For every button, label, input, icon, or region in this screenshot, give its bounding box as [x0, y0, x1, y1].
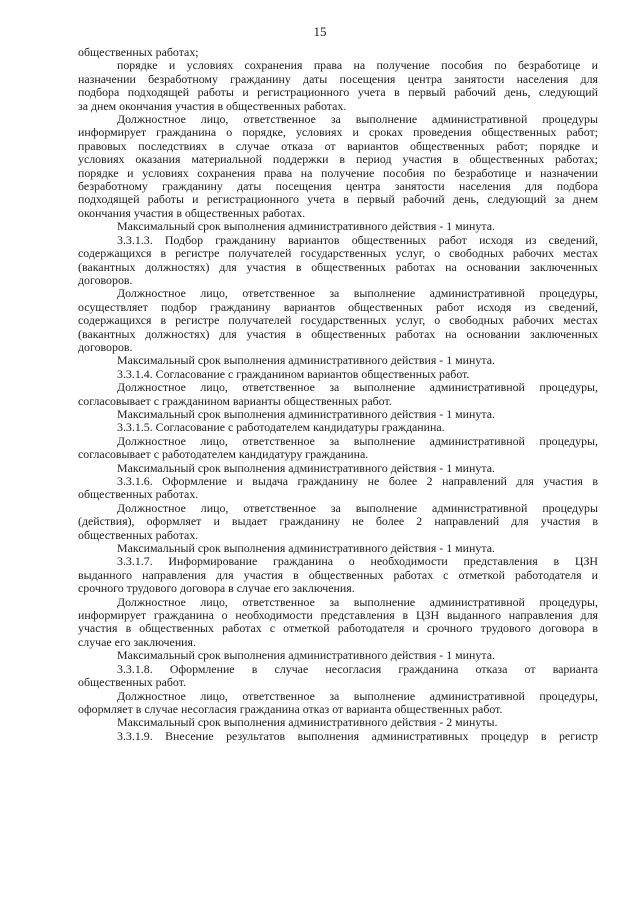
paragraph	[78, 59, 598, 113]
text-line: участия в общественных работах с отметкой работодателя и срочного трудового договора в	[78, 622, 598, 636]
text-line: согласовывает с гражданином варианты общественных работ.	[78, 394, 392, 408]
text-line: общественных работ.	[78, 676, 186, 690]
text-line: Максимальный срок выполнения административного действия - 1 минута.	[117, 407, 495, 421]
text-line: 3.3.1.9. Внесение результатов выполнения административных процедур в регистр	[117, 729, 598, 743]
text-line: выданного направления для участия в общественных работах с отметкой работодателя и	[78, 568, 598, 582]
paragraph	[78, 408, 598, 421]
paragraph	[78, 649, 598, 662]
text-line: правовых последствиях в случае отказа от вариантов общественных работ; порядке и	[78, 139, 598, 153]
text-line: случае его заключения.	[78, 635, 196, 649]
text-line: Должностное лицо, ответственное за выполнение административной процедуры,	[117, 287, 598, 301]
text-line: информирует гражданина о порядке, условиях и сроках проведения общественных работ;	[78, 126, 598, 140]
text-line: 3.3.1.8. Оформление в случае несогласия гражданина отказа от варианта	[117, 662, 598, 676]
paragraph	[78, 113, 598, 220]
text-line: за днем окончания участия в общественных работах.	[78, 99, 347, 113]
paragraph	[78, 596, 598, 650]
text-line: порядке и условиях сохранения права на получение пособия по безработице и назначении	[78, 166, 598, 180]
text-line: осуществляет подбор гражданину вариантов общественных работ исходя из сведений,	[78, 300, 598, 314]
text-line: безработному гражданину даты посещения центра занятости населения для подбора	[78, 180, 598, 194]
text-line: согласовывает с работодателем кандидатуру гражданина.	[78, 448, 369, 462]
paragraph	[78, 354, 598, 367]
text-line: (вакантных должностях) для участия в общественных работах на основании заключенных	[78, 327, 598, 341]
text-line: 3.3.1.6. Оформление и выдача гражданину не более 2 направлений для участия в	[117, 475, 598, 488]
paragraph	[78, 234, 598, 288]
text-line: Должностное лицо, ответственное за выполнение административной процедуры,	[117, 595, 598, 609]
text-line: Должностное лицо, ответственное за выполнение административной процедуры	[117, 501, 598, 515]
text-line: срочного трудового договора в случае его заключения.	[78, 582, 355, 596]
paragraph	[78, 502, 598, 542]
paragraph	[78, 475, 598, 502]
text-line: общественных работах;	[78, 46, 199, 59]
text-line: окончания участия в общественных работах.	[78, 206, 306, 220]
paragraph	[78, 542, 598, 555]
paragraph	[78, 663, 598, 690]
paragraph	[78, 690, 598, 717]
text-line: оформляет в случае несогласия гражданина отказ от варианта общественных работ.	[78, 702, 503, 716]
text-line: 3.3.1.7. Информирование гражданина о необходимости представления в ЦЗН	[117, 555, 598, 569]
paragraph	[78, 220, 598, 233]
text-line: содержащихся в регистре получателей государственных услуг, о свободных рабочих местах	[78, 247, 598, 261]
text-line: Максимальный срок выполнения административного действия - 2 минуты.	[117, 716, 498, 730]
text-line: Должностное лицо, ответственное за выполнение административной процедуры,	[117, 689, 598, 703]
paragraph	[78, 46, 598, 59]
text-line: (действия), оформляет и выдает гражданину не более 2 направлений для участия в	[78, 515, 598, 529]
paragraph	[78, 555, 598, 595]
text-line: информирует гражданина о необходимости представления в ЦЗН выданного направления для	[78, 609, 598, 623]
text-line: 3.3.1.3. Подбор гражданину вариантов общественных работ исходя из сведений,	[117, 233, 598, 247]
text-line: общественных работах.	[78, 488, 199, 502]
paragraph	[78, 421, 598, 434]
text-line: Должностное лицо, ответственное за выполнение административной процедуры,	[117, 381, 598, 395]
text-line: Должностное лицо, ответственное за выполнение административной процедуры,	[117, 434, 598, 448]
paragraph	[78, 287, 598, 354]
document-body	[78, 46, 598, 743]
text-line: содержащихся в регистре получателей государственных услуг, о свободных рабочих местах	[78, 314, 598, 328]
text-line: назначении безработному гражданину даты посещения центра занятости населения для	[78, 72, 598, 86]
text-line: 3.3.1.5. Согласование с работодателем кандидатуры гражданина.	[117, 421, 445, 435]
text-line: Должностное лицо, ответственное за выполнение административной процедуры	[117, 113, 598, 127]
paragraph	[78, 462, 598, 475]
text-line: Максимальный срок выполнения административного действия - 1 минута.	[117, 354, 495, 368]
text-line: (вакантных должностях) для участия в общественных работах на основании заключенных	[78, 260, 598, 274]
paragraph	[78, 381, 598, 408]
text-line: 3.3.1.4. Согласование с гражданином вариантов общественных работ.	[117, 367, 470, 381]
page-number: 15	[313, 24, 327, 39]
text-line: Максимальный срок выполнения административного действия - 1 минута.	[117, 649, 495, 663]
paragraph	[78, 368, 598, 381]
text-line: договоров.	[78, 340, 133, 354]
text-line: общественных работах.	[78, 528, 199, 542]
text-line: Максимальный срок выполнения административного действия - 1 минута.	[117, 461, 495, 475]
paragraph	[78, 435, 598, 462]
text-line: подбора подходящей работы и регистрационного учета в первый рабочий день, следующий	[78, 86, 598, 100]
text-line: условиях оказания материальной поддержки в период участия в общественных работах;	[78, 153, 598, 167]
text-line: подходящей работы и регистрационного учета в первый рабочий день, следующий за днем	[78, 193, 598, 207]
paragraph	[78, 730, 598, 743]
text-line: Максимальный срок выполнения административного действия - 1 минута.	[117, 542, 495, 556]
paragraph	[78, 716, 598, 729]
text-line: Максимальный срок выполнения административного действия - 1 минута.	[117, 220, 495, 234]
text-line: порядке и условиях сохранения права на получение пособия по безработице и	[117, 59, 598, 73]
text-line: договоров.	[78, 273, 133, 287]
